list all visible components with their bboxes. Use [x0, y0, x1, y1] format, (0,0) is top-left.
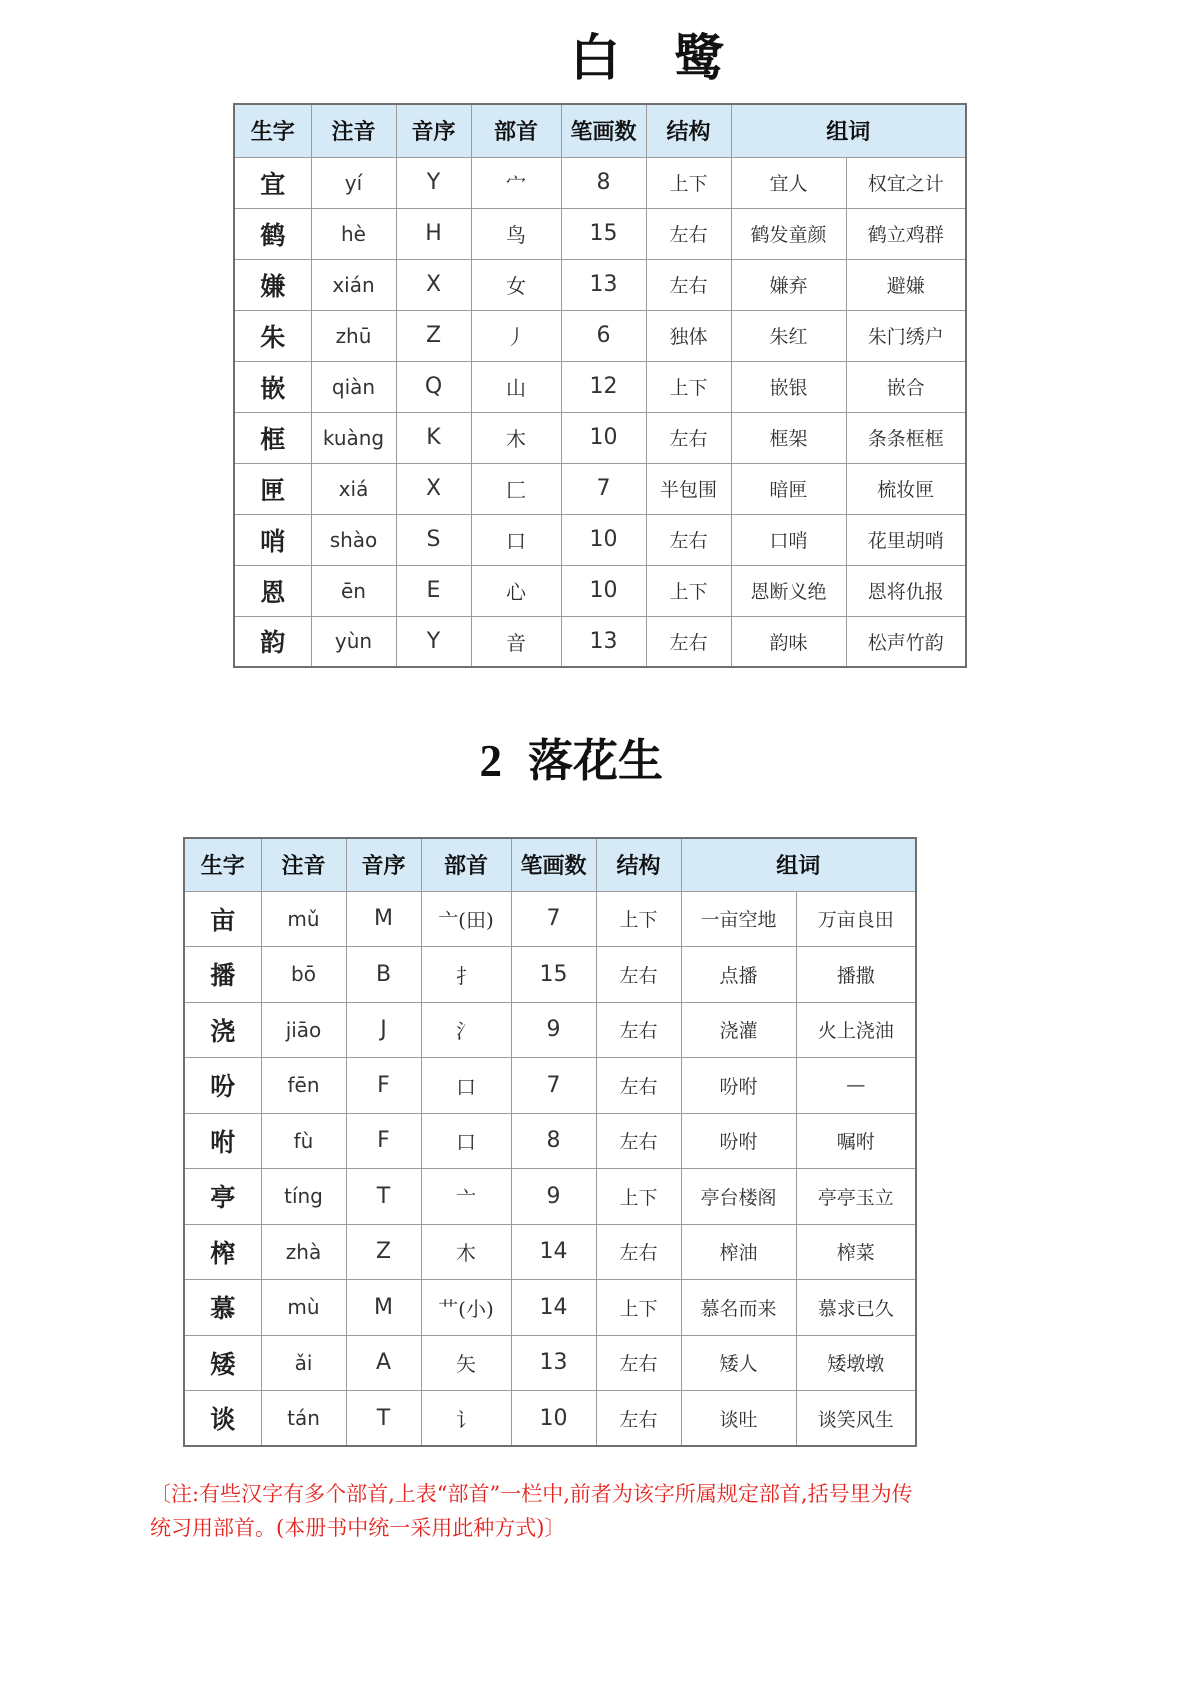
cell-char: 亭 — [184, 1169, 261, 1225]
cell-word2: 火上浇油 — [796, 1002, 916, 1058]
cell-strokes: 9 — [511, 1002, 596, 1058]
cell-pinyin: yí — [311, 157, 396, 208]
cell-word2: 矮墩墩 — [796, 1335, 916, 1391]
cell-word1: 矮人 — [681, 1335, 796, 1391]
cell-radical: 矢 — [421, 1335, 511, 1391]
cell-pinyin: ǎi — [261, 1335, 346, 1391]
cell-initial: B — [346, 947, 421, 1003]
cell-structure: 左右 — [646, 412, 731, 463]
cell-initial: J — [346, 1002, 421, 1058]
vocab-row — [184, 1169, 916, 1225]
cell-pinyin: hè — [311, 208, 396, 259]
cell-char: 吩 — [184, 1058, 261, 1114]
header-initial: 音序 — [346, 838, 421, 891]
vocab-row — [184, 1280, 916, 1336]
cell-word2: 嘱咐 — [796, 1113, 916, 1169]
vocab-row — [184, 891, 916, 947]
vocab-row — [184, 947, 916, 1003]
cell-char: 嵌 — [234, 361, 311, 412]
cell-initial: T — [346, 1391, 421, 1447]
cell-strokes: 10 — [511, 1391, 596, 1447]
cell-initial: S — [396, 514, 471, 565]
cell-structure: 上下 — [596, 891, 681, 947]
cell-structure: 左右 — [646, 514, 731, 565]
cell-structure: 左右 — [596, 1224, 681, 1280]
cell-strokes: 10 — [561, 412, 646, 463]
header-pinyin: 注音 — [311, 104, 396, 157]
cell-word1: 嵌银 — [731, 361, 846, 412]
cell-initial: Q — [396, 361, 471, 412]
header-structure: 结构 — [596, 838, 681, 891]
cell-word2: 万亩良田 — [796, 891, 916, 947]
vocab-row — [184, 1391, 916, 1447]
cell-radical: 木 — [471, 412, 561, 463]
cell-word1: 亭台楼阁 — [681, 1169, 796, 1225]
header-structure: 结构 — [646, 104, 731, 157]
cell-char: 播 — [184, 947, 261, 1003]
cell-char: 框 — [234, 412, 311, 463]
cell-word2: 花里胡哨 — [846, 514, 966, 565]
cell-strokes: 6 — [561, 310, 646, 361]
header-words: 组词 — [681, 838, 916, 891]
cell-char: 浇 — [184, 1002, 261, 1058]
cell-char: 匣 — [234, 463, 311, 514]
footnote-line1: 〔注:有些汉字有多个部首,上表“部首”一栏中,前者为该字所属规定部首,括号里为传 — [150, 1482, 913, 1506]
vocab-row — [184, 1002, 916, 1058]
cell-structure: 左右 — [596, 1002, 681, 1058]
cell-word2: 恩将仇报 — [846, 565, 966, 616]
cell-initial: A — [346, 1335, 421, 1391]
cell-pinyin: bō — [261, 947, 346, 1003]
cell-structure: 上下 — [596, 1280, 681, 1336]
cell-pinyin: mǔ — [261, 891, 346, 947]
cell-radical: 山 — [471, 361, 561, 412]
cell-radical: 氵 — [421, 1002, 511, 1058]
vocab-row — [184, 1335, 916, 1391]
cell-strokes: 13 — [561, 259, 646, 310]
vocab-row — [234, 157, 966, 208]
cell-word2: 梳妆匣 — [846, 463, 966, 514]
cell-pinyin: tán — [261, 1391, 346, 1447]
cell-char: 矮 — [184, 1335, 261, 1391]
cell-char: 鹤 — [234, 208, 311, 259]
cell-word1: 吩咐 — [681, 1058, 796, 1114]
cell-word2: 谈笑风生 — [796, 1391, 916, 1447]
cell-initial: H — [396, 208, 471, 259]
cell-strokes: 8 — [511, 1113, 596, 1169]
cell-word1: 鹤发童颜 — [731, 208, 846, 259]
header-char: 生字 — [234, 104, 311, 157]
vocab-row — [234, 259, 966, 310]
header-strokes: 笔画数 — [511, 838, 596, 891]
cell-radical: 讠 — [421, 1391, 511, 1447]
cell-radical: 心 — [471, 565, 561, 616]
cell-radical: 口 — [421, 1113, 511, 1169]
cell-word1: 谈吐 — [681, 1391, 796, 1447]
cell-radical: 亠 — [421, 1169, 511, 1225]
cell-structure: 左右 — [596, 947, 681, 1003]
cell-pinyin: ēn — [311, 565, 396, 616]
cell-word2: 避嫌 — [846, 259, 966, 310]
cell-strokes: 13 — [561, 616, 646, 667]
vocab-row — [234, 412, 966, 463]
cell-radical: 亠(田) — [421, 891, 511, 947]
cell-word2: 朱门绣户 — [846, 310, 966, 361]
cell-initial: Z — [346, 1224, 421, 1280]
cell-pinyin: yùn — [311, 616, 396, 667]
cell-word2: 榨菜 — [796, 1224, 916, 1280]
cell-strokes: 7 — [511, 891, 596, 947]
cell-word1: 韵味 — [731, 616, 846, 667]
cell-strokes: 8 — [561, 157, 646, 208]
cell-char: 谈 — [184, 1391, 261, 1447]
cell-word1: 框架 — [731, 412, 846, 463]
cell-char: 咐 — [184, 1113, 261, 1169]
table1-body — [234, 157, 966, 667]
cell-structure: 上下 — [646, 157, 731, 208]
radical-footnote — [150, 1477, 1060, 1545]
cell-strokes: 15 — [561, 208, 646, 259]
cell-char: 哨 — [234, 514, 311, 565]
cell-word1: 慕名而来 — [681, 1280, 796, 1336]
cell-initial: K — [396, 412, 471, 463]
cell-word2: 权宜之计 — [846, 157, 966, 208]
header-radical: 部首 — [471, 104, 561, 157]
header-char: 生字 — [184, 838, 261, 891]
cell-pinyin: zhū — [311, 310, 396, 361]
cell-word1: 宜人 — [731, 157, 846, 208]
vocab-row — [184, 1113, 916, 1169]
cell-structure: 上下 — [646, 565, 731, 616]
cell-initial: F — [346, 1058, 421, 1114]
cell-word1: 口哨 — [731, 514, 846, 565]
cell-word2: — — [796, 1058, 916, 1114]
cell-pinyin: zhà — [261, 1224, 346, 1280]
cell-initial: Z — [396, 310, 471, 361]
vocab-row — [234, 208, 966, 259]
cell-char: 慕 — [184, 1280, 261, 1336]
header-words: 组词 — [731, 104, 966, 157]
cell-initial: X — [396, 463, 471, 514]
header-strokes: 笔画数 — [561, 104, 646, 157]
cell-word1: 浇灌 — [681, 1002, 796, 1058]
lesson2-title — [194, 680, 926, 788]
cell-word1: 榨油 — [681, 1224, 796, 1280]
table-header-row — [184, 838, 916, 891]
cell-radical: 口 — [421, 1058, 511, 1114]
vocab-row — [234, 514, 966, 565]
cell-radical: 匚 — [471, 463, 561, 514]
cell-pinyin: xiá — [311, 463, 396, 514]
cell-strokes: 12 — [561, 361, 646, 412]
cell-word1: 吩咐 — [681, 1113, 796, 1169]
cell-word2: 松声竹韵 — [846, 616, 966, 667]
cell-initial: F — [346, 1113, 421, 1169]
cell-structure: 左右 — [646, 259, 731, 310]
cell-structure: 左右 — [596, 1058, 681, 1114]
cell-word1: 朱红 — [731, 310, 846, 361]
cell-word1: 点播 — [681, 947, 796, 1003]
cell-structure: 上下 — [596, 1169, 681, 1225]
cell-initial: Y — [396, 616, 471, 667]
cell-strokes: 14 — [511, 1280, 596, 1336]
cell-radical: 丿 — [471, 310, 561, 361]
cell-word1: 嫌弃 — [731, 259, 846, 310]
cell-word2: 条条框框 — [846, 412, 966, 463]
cell-structure: 左右 — [596, 1335, 681, 1391]
cell-radical: 木 — [421, 1224, 511, 1280]
cell-word2: 嵌合 — [846, 361, 966, 412]
cell-strokes: 15 — [511, 947, 596, 1003]
cell-initial: E — [396, 565, 471, 616]
vocab-row — [184, 1224, 916, 1280]
cell-pinyin: qiàn — [311, 361, 396, 412]
lesson1-title: 白 鹭 — [570, 30, 726, 86]
cell-word1: 恩断义绝 — [731, 565, 846, 616]
cell-radical: 口 — [471, 514, 561, 565]
cell-strokes: 13 — [511, 1335, 596, 1391]
cell-char: 恩 — [234, 565, 311, 616]
table2-body — [184, 891, 916, 1446]
vocab-row — [234, 565, 966, 616]
cell-word1: 暗匣 — [731, 463, 846, 514]
cell-strokes: 9 — [511, 1169, 596, 1225]
cell-structure: 独体 — [646, 310, 731, 361]
cell-structure: 左右 — [596, 1113, 681, 1169]
cell-strokes: 10 — [561, 565, 646, 616]
cell-structure: 上下 — [646, 361, 731, 412]
cell-char: 朱 — [234, 310, 311, 361]
cell-char: 嫌 — [234, 259, 311, 310]
cell-structure: 左右 — [646, 208, 731, 259]
cell-word2: 播撒 — [796, 947, 916, 1003]
vocab-table-luohuasheng — [183, 837, 917, 1447]
cell-structure: 左右 — [596, 1391, 681, 1447]
header-initial: 音序 — [396, 104, 471, 157]
vocab-row — [234, 616, 966, 667]
cell-initial: X — [396, 259, 471, 310]
cell-word2: 鹤立鸡群 — [846, 208, 966, 259]
cell-radical: 女 — [471, 259, 561, 310]
cell-strokes: 7 — [511, 1058, 596, 1114]
cell-char: 亩 — [184, 891, 261, 947]
cell-pinyin: jiāo — [261, 1002, 346, 1058]
cell-structure: 半包围 — [646, 463, 731, 514]
header-radical: 部首 — [421, 838, 511, 891]
cell-initial: M — [346, 891, 421, 947]
cell-char: 榨 — [184, 1224, 261, 1280]
vocab-table-bailu — [233, 103, 967, 668]
vocab-row — [234, 463, 966, 514]
table-header-row — [234, 104, 966, 157]
cell-radical: 艹(小) — [421, 1280, 511, 1336]
cell-pinyin: tíng — [261, 1169, 346, 1225]
cell-word2: 亭亭玉立 — [796, 1169, 916, 1225]
cell-initial: Y — [396, 157, 471, 208]
cell-word2: 慕求已久 — [796, 1280, 916, 1336]
footnote-line2: 统习用部首。(本册书中统一采用此种方式)〕 — [150, 1516, 566, 1541]
cell-radical: 鸟 — [471, 208, 561, 259]
cell-initial: T — [346, 1169, 421, 1225]
vocab-row — [234, 361, 966, 412]
cell-char: 宜 — [234, 157, 311, 208]
cell-char: 韵 — [234, 616, 311, 667]
cell-pinyin: shào — [311, 514, 396, 565]
cell-pinyin: kuàng — [311, 412, 396, 463]
cell-radical: 音 — [471, 616, 561, 667]
vocab-row — [184, 1058, 916, 1114]
cell-strokes: 14 — [511, 1224, 596, 1280]
vocab-row — [234, 310, 966, 361]
cell-radical: 扌 — [421, 947, 511, 1003]
cell-structure: 左右 — [646, 616, 731, 667]
cell-strokes: 7 — [561, 463, 646, 514]
header-pinyin: 注音 — [261, 838, 346, 891]
cell-pinyin: fù — [261, 1113, 346, 1169]
cell-pinyin: mù — [261, 1280, 346, 1336]
cell-radical: 宀 — [471, 157, 561, 208]
cell-initial: M — [346, 1280, 421, 1336]
cell-pinyin: xián — [311, 259, 396, 310]
lesson2-title-text: 落花生 — [527, 736, 663, 786]
lesson2-number: 2 — [479, 736, 502, 786]
cell-strokes: 10 — [561, 514, 646, 565]
cell-word1: 一亩空地 — [681, 891, 796, 947]
cell-pinyin: fēn — [261, 1058, 346, 1114]
